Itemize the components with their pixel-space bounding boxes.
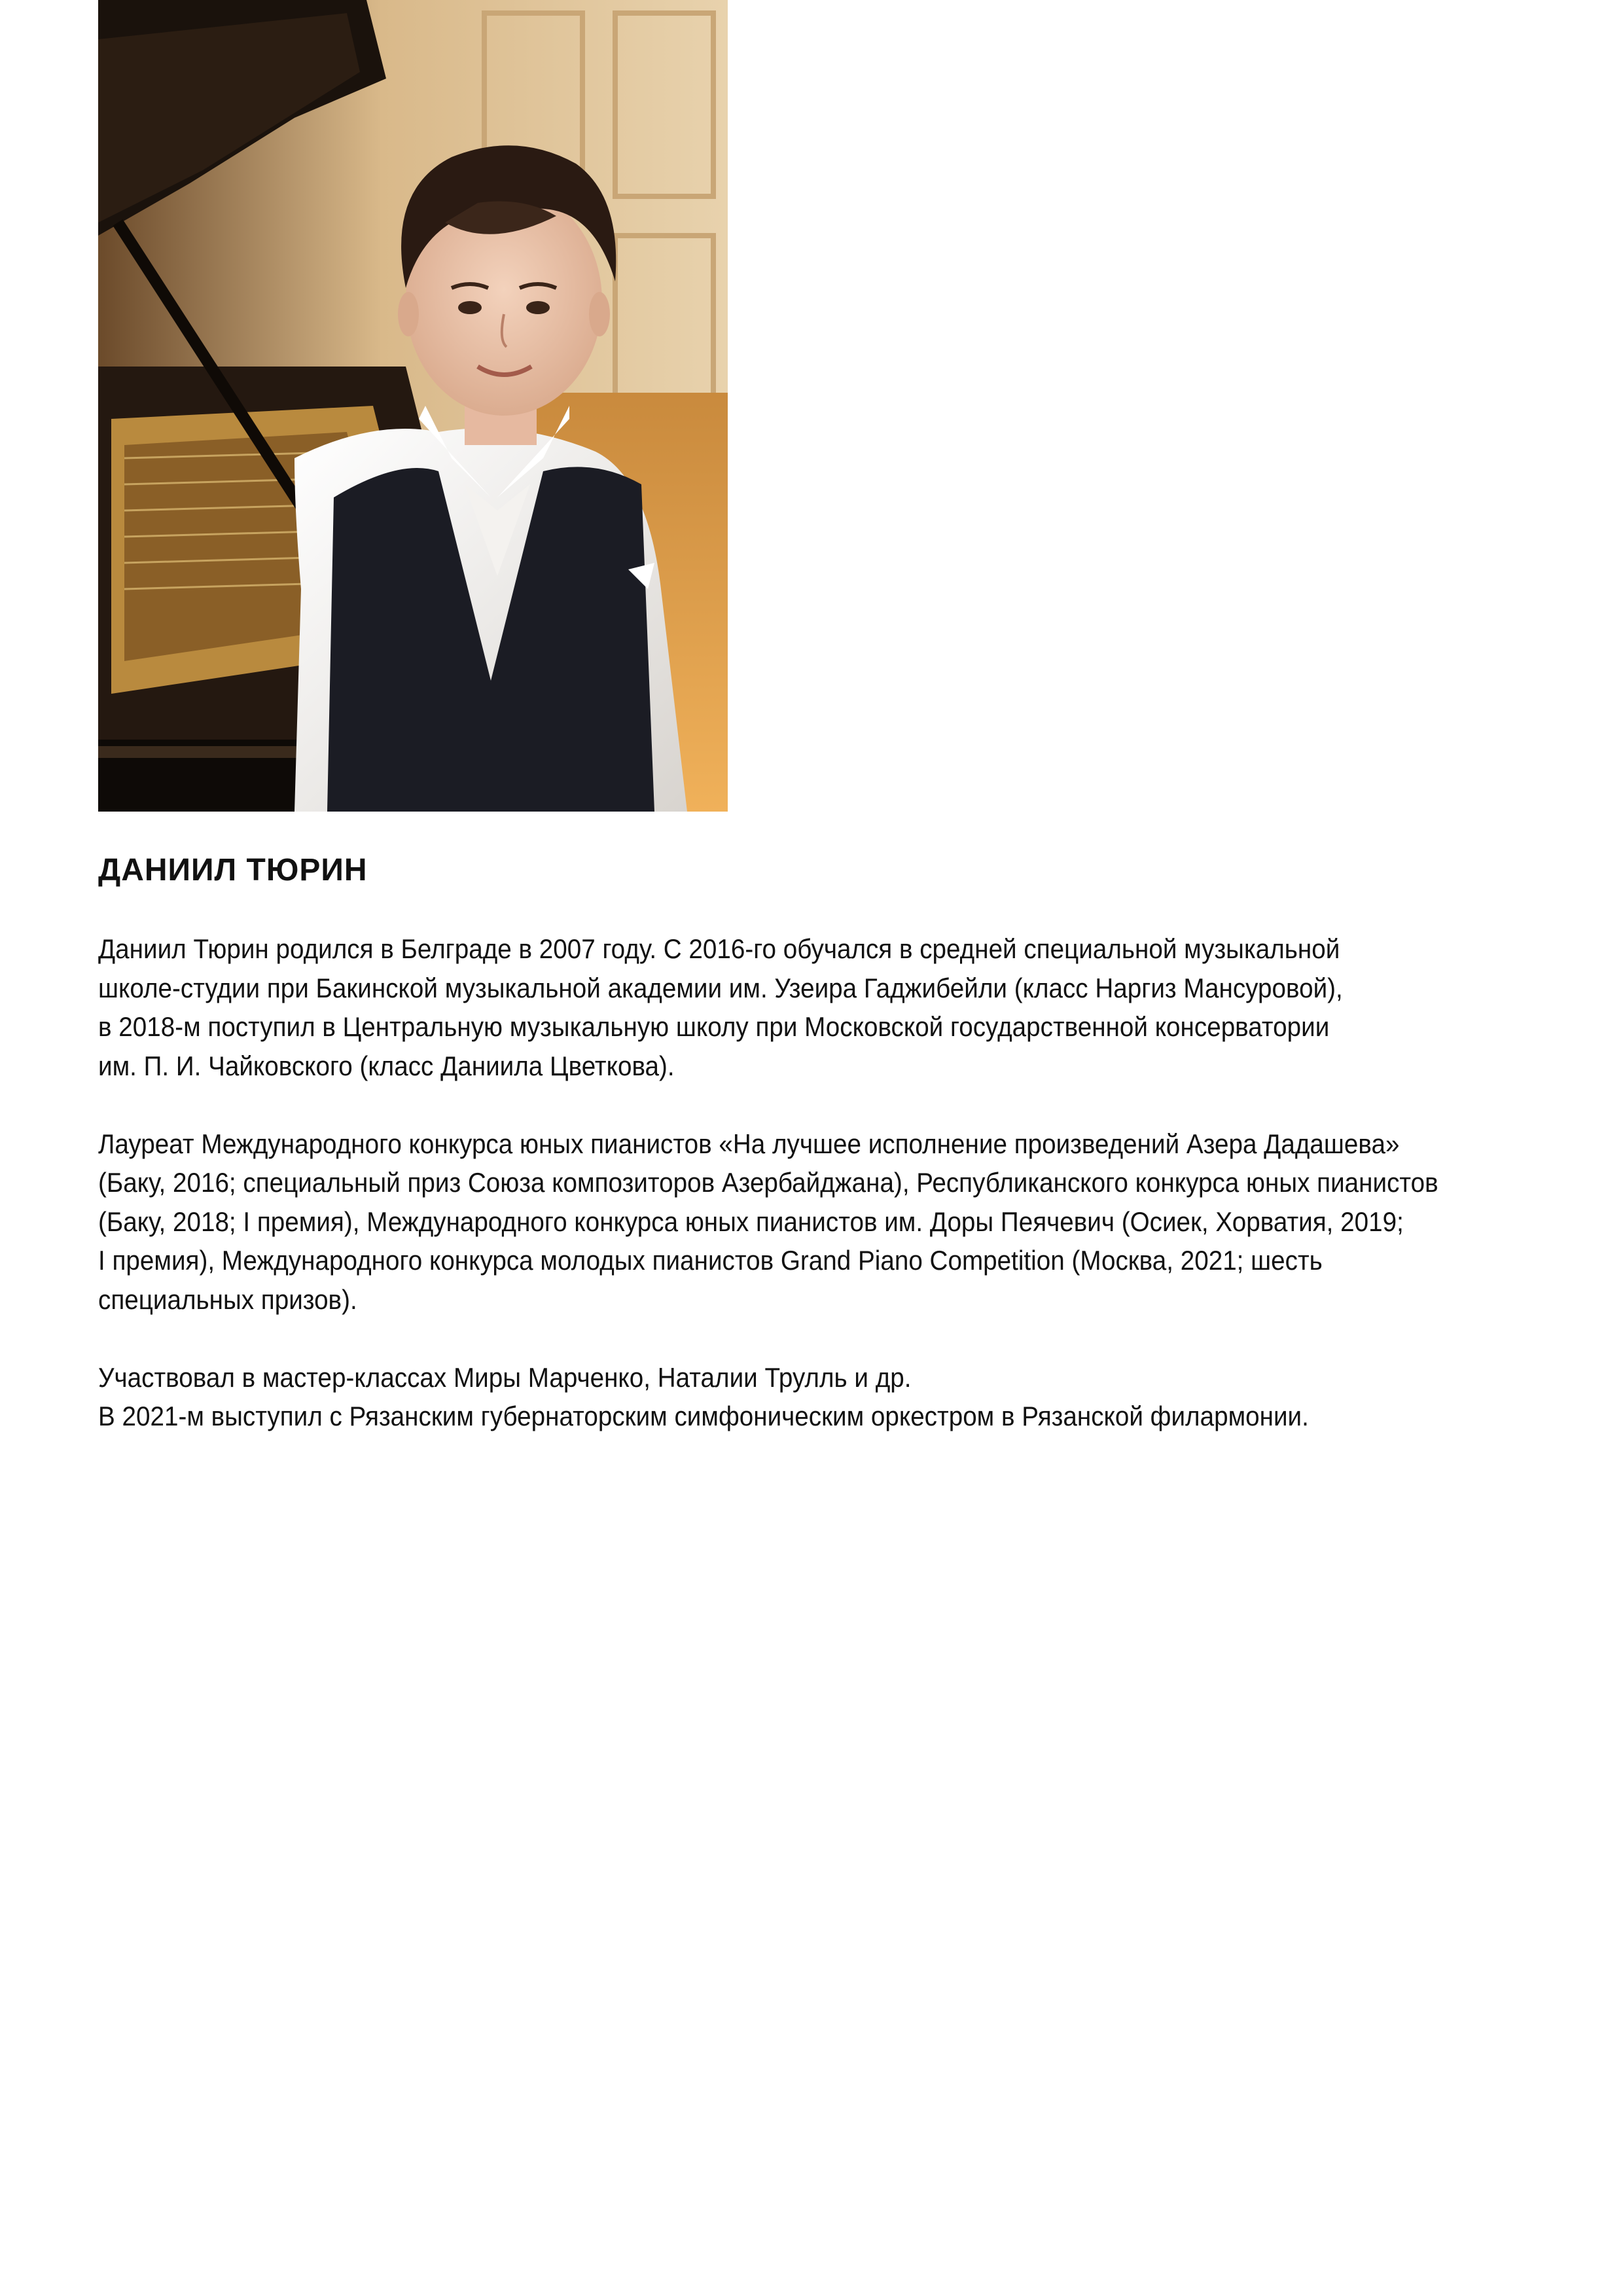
bio-line: I премия), Международного конкурса молодых пианистов Grand Piano Competition (Москва, 2021; шесть [98,1245,1323,1276]
bio-line: Участвовал в мастер-классах Миры Марченко, Наталии Трулль и др. [98,1361,912,1393]
bio-line: Даниил Тюрин родился в Белграде в 2007 году. С 2016-го обучался в средней специальной музыкальной [98,933,1340,964]
bio-line: им. П. И. Чайковского (класс Даниила Цветкова). [98,1050,675,1081]
biography-text [98,929,1571,1475]
bio-line: в 2018-м поступил в Центральную музыкальную школу при Московской государственной консерватории [98,1011,1330,1042]
portrait-illustration [98,0,728,812]
bio-line: (Баку, 2018; I премия), Международного конкурса юных пианистов им. Доры Пеячевич (Осиек, Хорватия, 2019; [98,1206,1404,1237]
bio-line: В 2021-м выступил с Рязанским губернаторским симфоническим оркестром в Рязанской филармонии. [98,1401,1309,1431]
portrait-photo [98,0,728,812]
bio-line: (Баку, 2016; специальный приз Союза композиторов Азербайджана), Республиканского конкурса юных пианистов [98,1167,1438,1198]
bio-line: Лауреат Международного конкурса юных пианистов «На лучшее исполнение произведений Азера Дадашева» [98,1128,1400,1159]
bio-paragraph-awards [98,1124,1571,1319]
bio-paragraph-masterclasses [98,1358,1571,1436]
bio-line: специальных призов). [98,1283,357,1315]
person-name-heading: ДАНИИЛ ТЮРИН [98,853,368,888]
bio-paragraph-education [98,929,1571,1085]
bio-line: школе-студии при Бакинской музыкальной академии им. Узеира Гаджибейли (класс Наргиз Мансуровой), [98,972,1343,1003]
